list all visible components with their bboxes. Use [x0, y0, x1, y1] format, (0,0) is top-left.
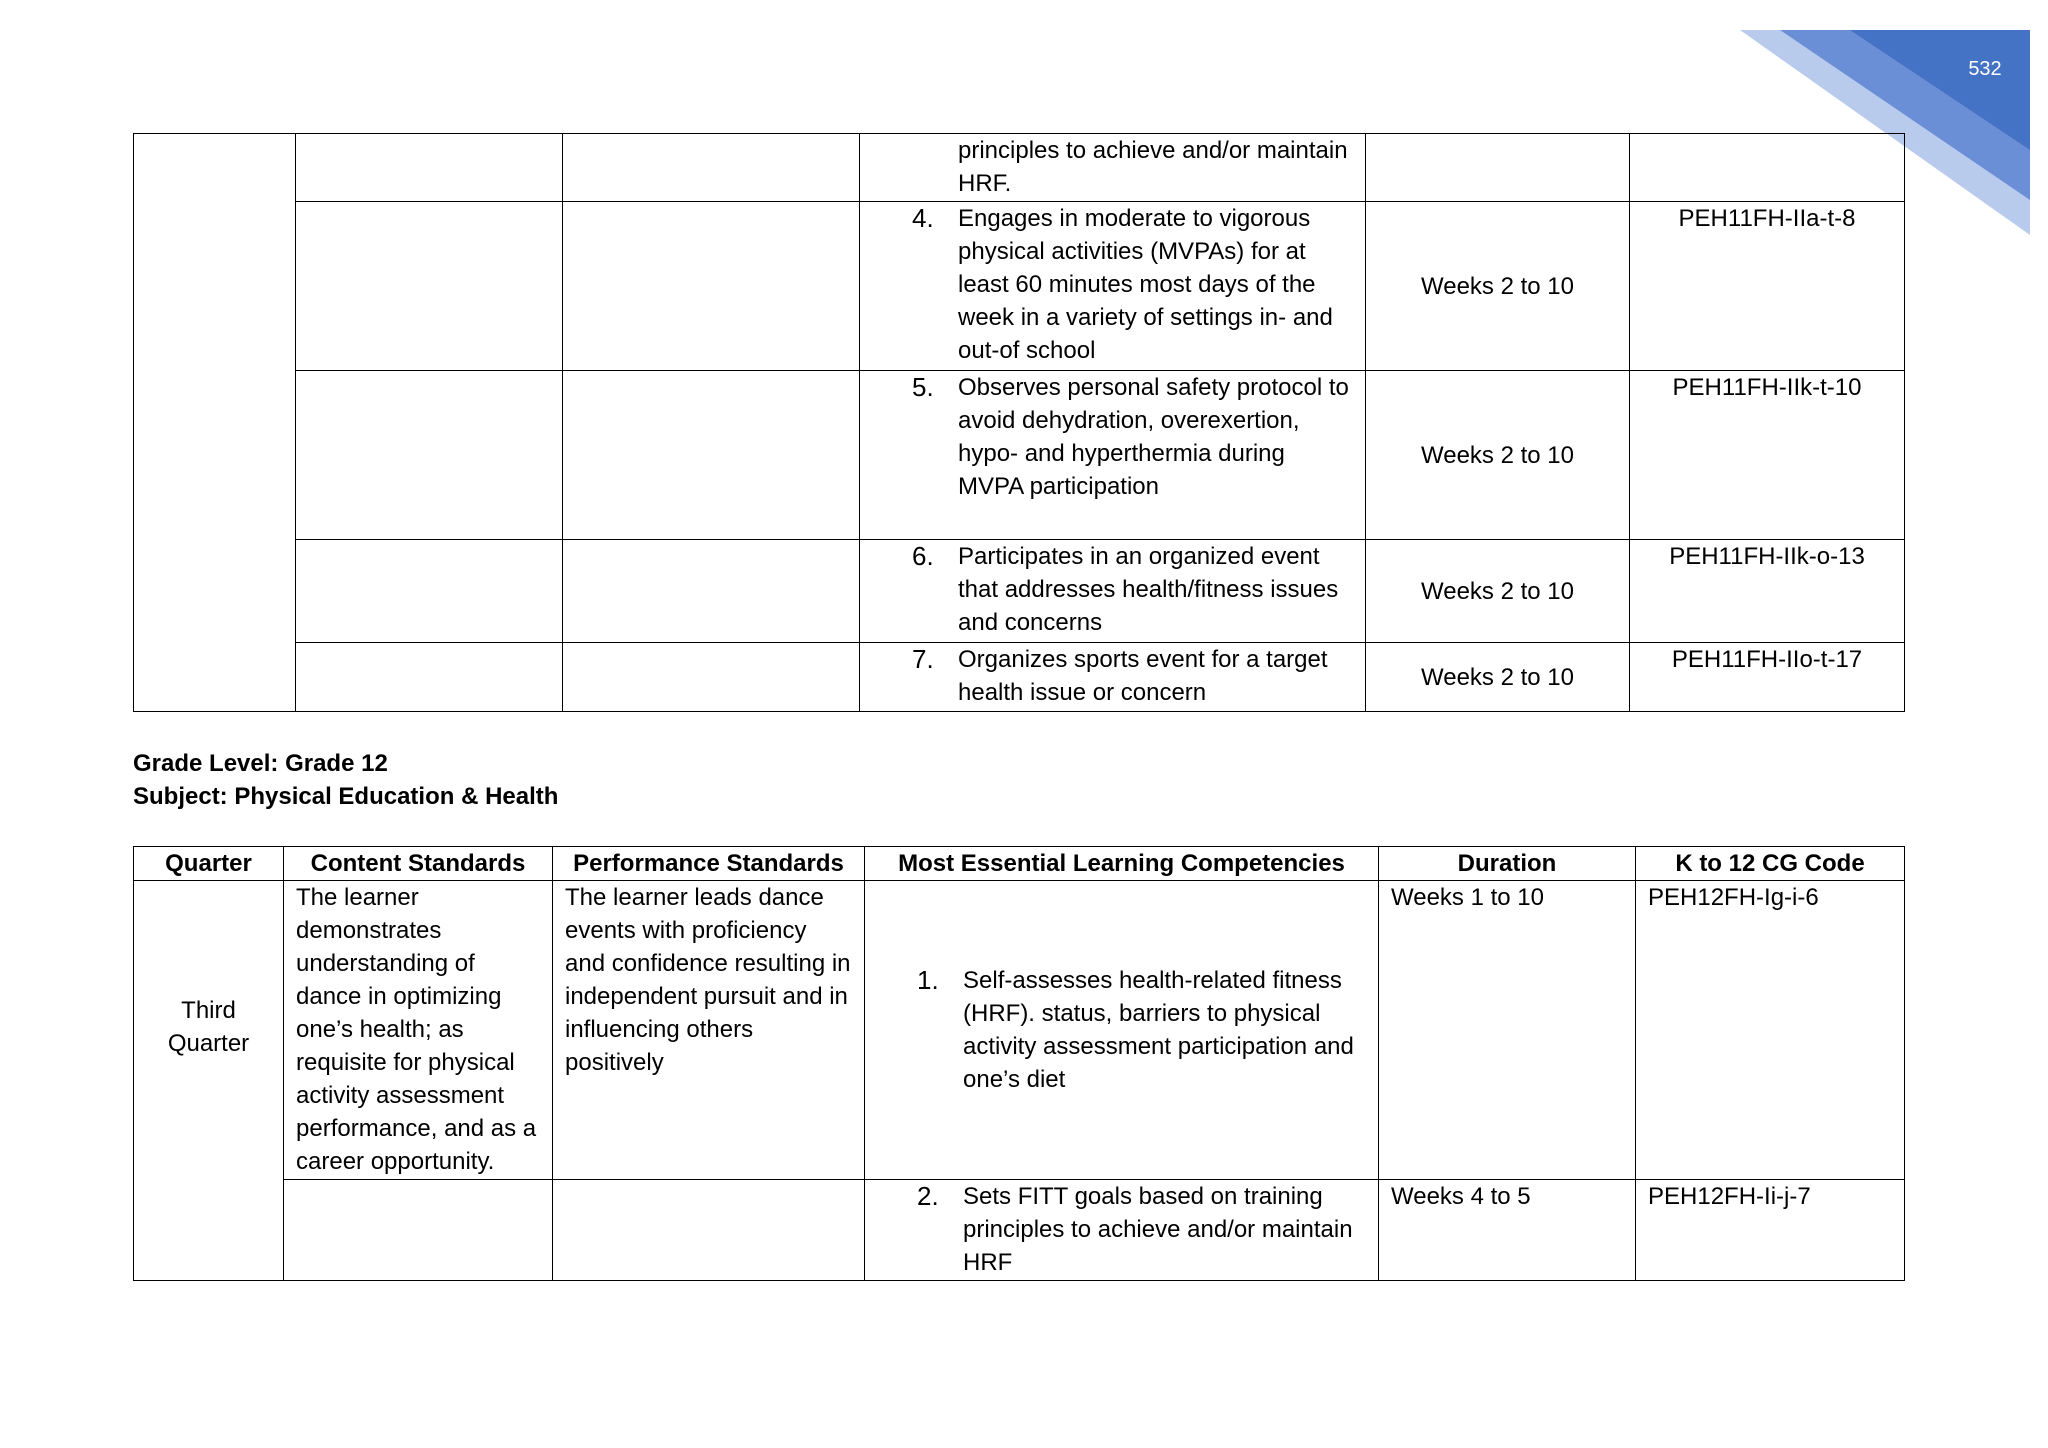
page-number: 532	[1968, 58, 2002, 80]
subject: Subject: Physical Education & Health	[133, 783, 559, 810]
competency-cell: principles to achieve and/or maintain HRF.	[860, 134, 1366, 202]
performance-standards-cell: The learner leads dance events with proficiency and confidence resulting in independent pursuit and in influencing others positively	[553, 881, 865, 1180]
quarter-cell	[134, 134, 296, 712]
performance-standards-cell	[553, 1180, 865, 1281]
header-competencies: Most Essential Learning Competencies	[865, 847, 1379, 881]
header-duration: Duration	[1379, 847, 1636, 881]
duration-cell: Weeks 2 to 10	[1366, 540, 1630, 643]
duration-cell: Weeks 1 to 10	[1379, 881, 1636, 1180]
duration-cell: Weeks 2 to 10	[1366, 371, 1630, 540]
header-cg-code: K to 12 CG Code	[1636, 847, 1905, 881]
content-standards-cell	[284, 1180, 553, 1281]
competency-cell: 4. Engages in moderate to vigorous physical activities (MVPAs) for at least 60 minutes most days of the week in a variety of settings in- and out-of school	[860, 202, 1366, 371]
code-cell: PEH12FH-Ig-i-6	[1636, 881, 1905, 1180]
code-cell: PEH11FH-IIk-t-10	[1630, 371, 1905, 540]
table-row	[134, 643, 1905, 712]
duration-cell: Weeks 2 to 10	[1366, 643, 1630, 712]
competency-cell: 1. Self-assesses health-related fitness (HRF). status, barriers to physical activity assessment participation and one’s diet	[865, 881, 1379, 1180]
header-quarter: Quarter	[134, 847, 284, 881]
duration-cell: Weeks 4 to 5	[1379, 1180, 1636, 1281]
competency-cell: 6. Participates in an organized event that addresses health/fitness issues and concerns	[860, 540, 1366, 643]
competency-cell: 7. Organizes sports event for a target health issue or concern	[860, 643, 1366, 712]
table-row	[134, 881, 1905, 1180]
header-performance-standards: Performance Standards	[553, 847, 865, 881]
content-standards-cell: The learner demonstrates understanding of dance in optimizing one’s health; as requisite for physical activity assessment performance, and as a career opportunity.	[284, 881, 553, 1180]
table-row	[134, 134, 1905, 202]
quarter-cell: Third Quarter	[134, 881, 284, 1281]
code-cell: PEH12FH-Ii-j-7	[1636, 1180, 1905, 1281]
code-cell: PEH11FH-IIo-t-17	[1630, 643, 1905, 712]
duration-cell: Weeks 2 to 10	[1366, 202, 1630, 371]
code-cell: PEH11FH-IIa-t-8	[1630, 202, 1905, 371]
header-content-standards: Content Standards	[284, 847, 553, 881]
table-header-row	[134, 847, 1905, 881]
table-row	[134, 540, 1905, 643]
table-row	[134, 1180, 1905, 1281]
grade-level: Grade Level: Grade 12	[133, 750, 388, 777]
table-row	[134, 202, 1905, 371]
competency-cell: 5. Observes personal safety protocol to avoid dehydration, overexertion, hypo- and hyperthermia during MVPA participation	[860, 371, 1366, 540]
table-row	[134, 371, 1905, 540]
competency-cell: 2. Sets FITT goals based on training principles to achieve and/or maintain HRF	[865, 1180, 1379, 1281]
competency-table-grade11-continued	[133, 133, 1905, 712]
competency-table-grade12	[133, 846, 1905, 1281]
code-cell: PEH11FH-IIk-o-13	[1630, 540, 1905, 643]
